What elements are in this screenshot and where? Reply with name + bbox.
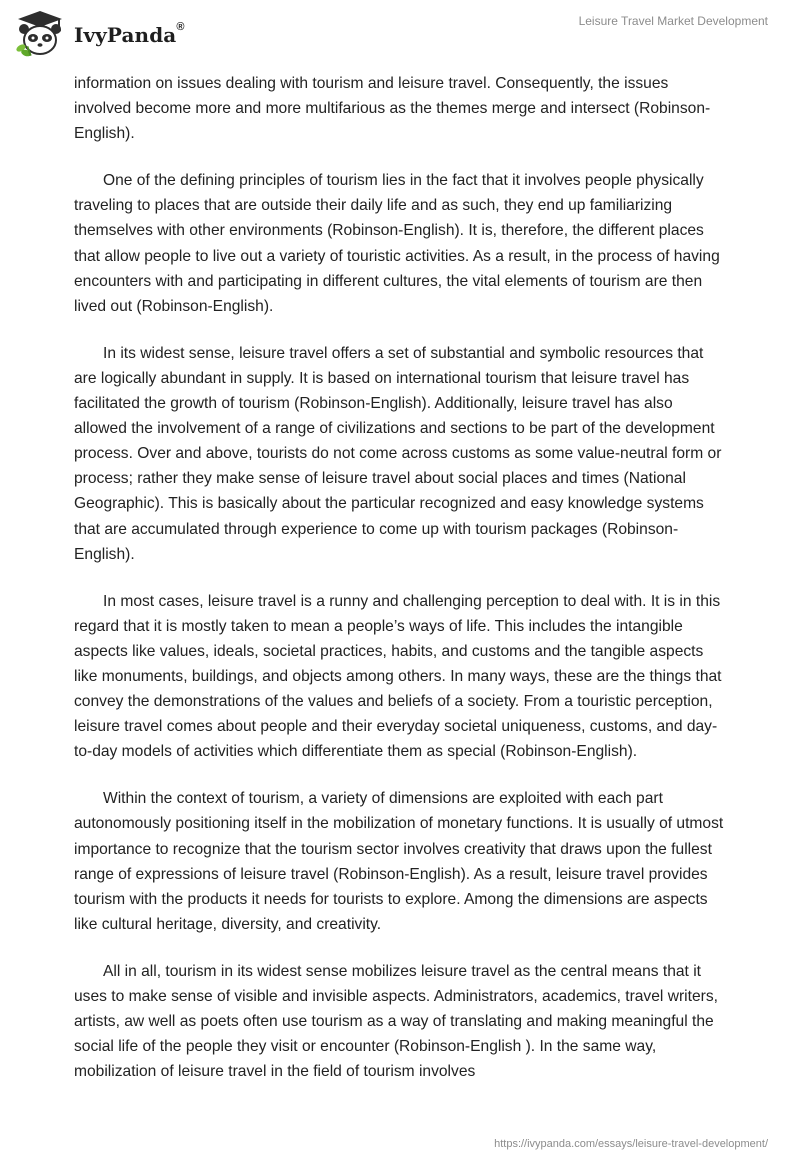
page-header xyxy=(0,0,800,60)
panda-logo-icon xyxy=(12,8,68,58)
running-title: Leisure Travel Market Development xyxy=(578,14,768,28)
essay-body xyxy=(74,71,726,1106)
paragraph: Within the context of tourism, a variety of dimensions are exploited with each part autonomously positioning itself in the mobilization of monetary functions. It is usually of utmost importance to recognize that the tourism sector involves creativity that draws upon the fullest range of expressions of leisure travel (Robinson-English). As a result, leisure travel provides tourism with the products it needs for tourists to explore. Among the dimensions are aspects like cultural heritage, diversity, and creativity. xyxy=(74,790,724,933)
paragraph: In most cases, leisure travel is a runny and challenging perception to deal with. It is in this regard that it is mostly taken to mean a people’s ways of life. This includes the intangible aspects like values, ideals, societal practices, habits, and customs and the tangible aspects like monuments, buildings, and objects among others. In many ways, these are the things that convey the demonstrations of the values and beliefs of a society. From a touristic perception, leisure travel comes about people and their everyday societal uniqueness, customs, and day-to-day models of activities which differentiate them as special (Robinson-English). xyxy=(74,592,722,761)
paragraph: In its widest sense, leisure travel offers a set of substantial and symbolic resources that are logically abundant in supply. It is based on international tourism that leisure travel has facilitated the growth of tourism (Robinson-English). Additionally, leisure travel has also allowed the involvement of a range of civilizations and sections to be part of the development process. Over and above, tourists do not come across customs as some value-neutral form or process; rather they make sense of leisure travel about social places and times (National Geographic). This is basically about the particular recognized and easy knowledge systems that are accumulated through experience to come up with tourism packages (Robinson-English). xyxy=(74,344,722,563)
ivypanda-logo[interactable] xyxy=(12,8,185,58)
brand-name: IvyPanda® xyxy=(74,21,185,47)
footer-url[interactable]: https://ivypanda.com/essays/leisure-travel-development/ xyxy=(494,1138,768,1150)
paragraph: information on issues dealing with tourism and leisure travel. Consequently, the issues involved become more and more multifarious as the themes merge and intersect (Robinson-English). xyxy=(74,75,711,143)
paragraph: All in all, tourism in its widest sense mobilizes leisure travel as the central means that it uses to make sense of visible and invisible aspects. Administrators, academics, travel writers, artists, aw well as poets often use tourism as a way of translating and making meaningful the social life of the people they visit or encounter (Robinson-English ). In the same way, mobilization of leisure travel in the field of tourism involves xyxy=(74,962,718,1081)
paragraph: One of the defining principles of tourism lies in the fact that it involves people physically traveling to places that are outside their daily life and as such, they end up familiarizing themselves with other environments (Robinson-English). It is, therefore, the different places that allow people to live out a variety of touristic activities. As a result, in the process of having encounters with and participating in different cultures, the vital elements of tourism are then lived out (Robinson-English). xyxy=(74,172,720,315)
